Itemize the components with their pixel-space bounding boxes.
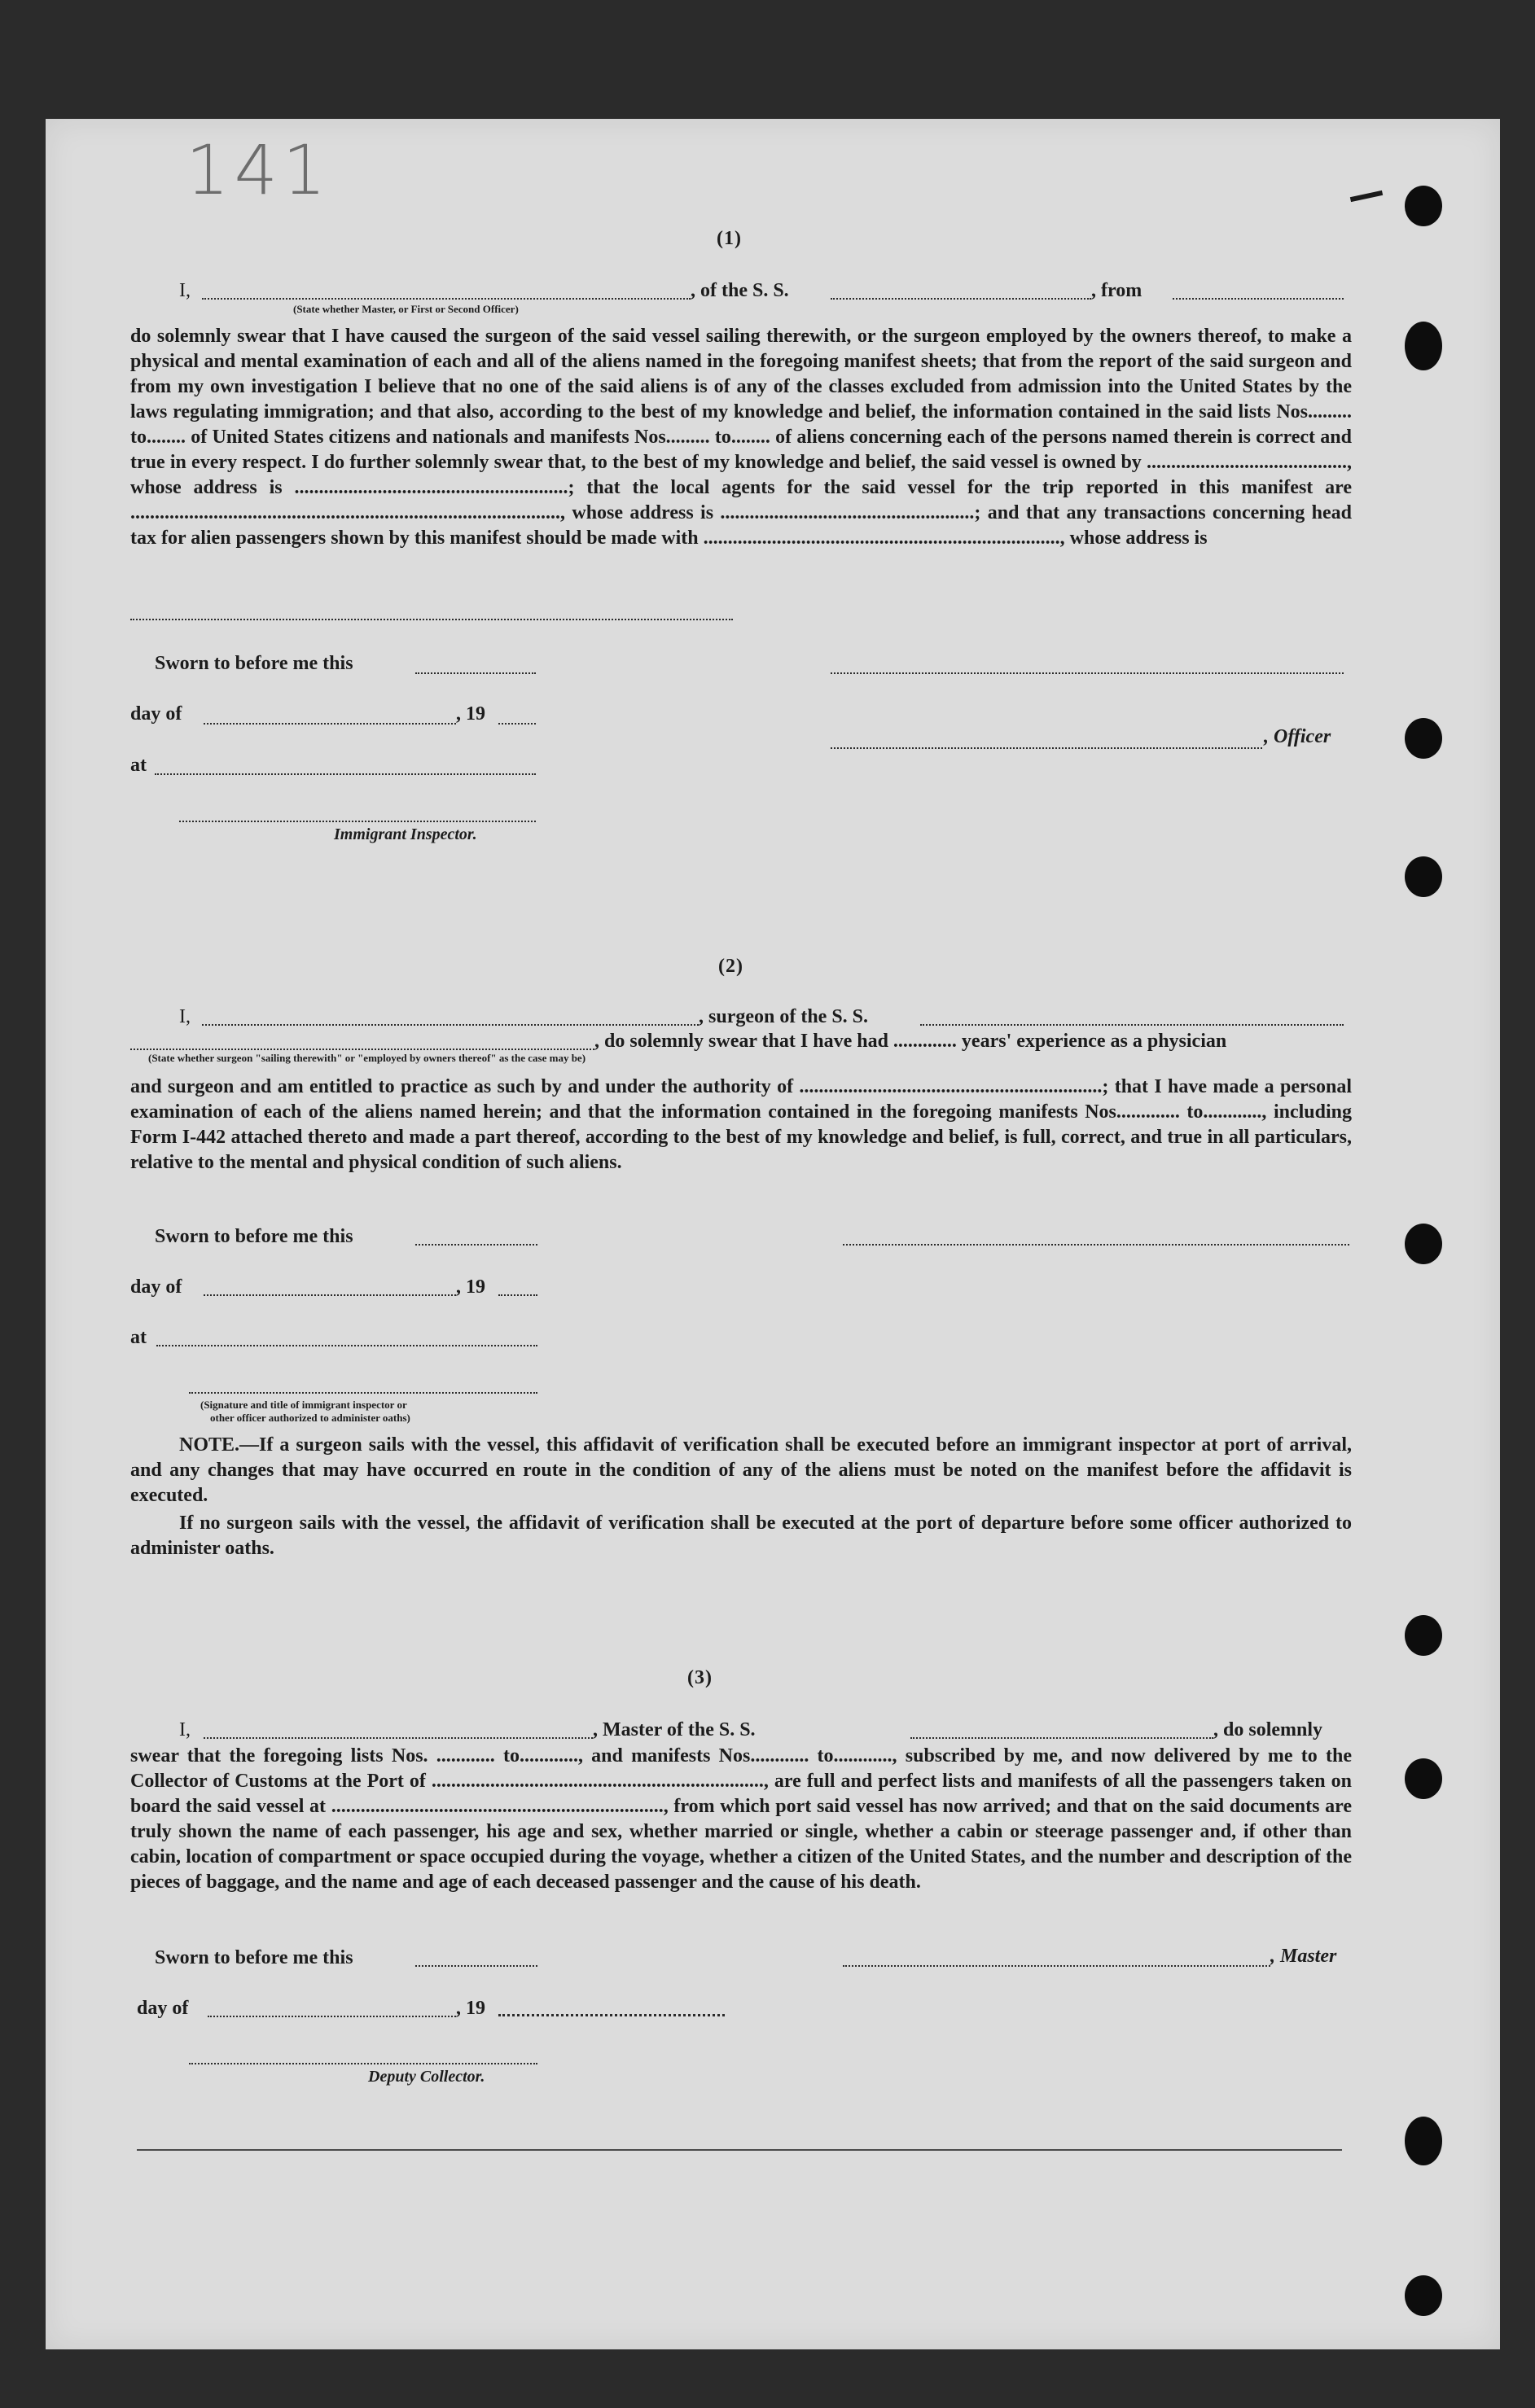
s2-surgeon-field[interactable]: [202, 1024, 699, 1026]
s2-note2-paragraph: If no surgeon sails with the vessel, the affidavit of verification shall be executed at the port of departure before some officer authorized to administer oaths.: [130, 1513, 1352, 1559]
s2-swear-line: , do solemnly swear that I have had ............. years' experience as a physician: [594, 1031, 1227, 1052]
s1-officer-note: (State whether Master, or First or Second Officer): [293, 303, 519, 315]
s3-vessel-field[interactable]: [910, 1737, 1213, 1739]
s1-inspector-label: Immigrant Inspector.: [334, 825, 477, 843]
punch-hole: [1405, 856, 1442, 897]
s3-signature-field[interactable]: [843, 1965, 1270, 1967]
punch-hole: [1405, 322, 1442, 370]
s1-at-field[interactable]: [155, 773, 536, 775]
s1-oath-paragraph: do solemnly swear that I have caused the surgeon of the said vessel sailing therewith, or the surgeon employed by the owners thereof, to make a physical and mental examination of each and all of the aliens named in the foregoing manifest sheets; that from the report of the said surgeon and from my own investigation I believe that no one of the said aliens is of any of the classes excluded from admission into the United States by the laws regulating immigration; and that also, according to the best of my knowledge and belief, the information contained in the said lists Nos......... to........ of United States citizens and nationals and manifests Nos......... to........ of aliens concerning each of the persons named therein is correct and true in every respect. I do further solemnly swear that, to the best of my knowledge and belief, the said vessel is owned by ........................................., whose address is ........................................................; that the local agents for the said vessel for the trip reported in this manifest are ........................................................................................, whose address is ....................................................; and that any transactions concerning head tax for alien passengers shown by this manifest should be made with ........................................................................., whose address is: [130, 326, 1352, 549]
handwritten-mark: 141: [186, 130, 331, 210]
s1-year-label: , 19: [456, 703, 485, 725]
s2-sworn-field[interactable]: [415, 1244, 537, 1246]
s3-year-field[interactable]: [498, 2014, 725, 2016]
s3-master-field[interactable]: [204, 1737, 593, 1739]
s2-year-label: , 19: [456, 1276, 485, 1298]
s3-collector-label: Deputy Collector.: [368, 2068, 485, 2086]
s2-at-field[interactable]: [156, 1345, 537, 1346]
s2-oath-paragraph: and surgeon and am entitled to practice as such by and under the authority of ..............................................................; that I have made a personal examination of each of the aliens named herein; and that the information contained in the foregoing manifests Nos............. to............, including Form I-442 attached thereto and made a part thereof, according to the best of my knowledge and belief, is full, correct, and true in all particulars, relative to the mental and physical condition of such aliens.: [130, 1076, 1352, 1173]
s3-i-label: I,: [179, 1719, 191, 1740]
s3-oath-paragraph: swear that the foregoing lists Nos. ............ to............, and manifests Nos............ to............, subscribed by me, and now delivered by me to the Collector of Customs at the Port of ...................................................................., are full and perfect lists and manifests of all the passengers taken on board the said vessel at ...................................................................., from which port said vessel has now arrived; and that on the said documents are truly shown the name of each passenger, his age and sex, whether married or single, whether a cabin or steerage passenger and, if other than cabin, location of compartment or space occupied during the voyage, whether a citizen of the United States, and the number and description of the pieces of baggage, and the name and age of each deceased passenger and the cause of his death.: [130, 1745, 1352, 1893]
s3-year-label: , 19: [456, 1998, 485, 2019]
s2-ss-label: , surgeon of the S. S.: [699, 1006, 869, 1027]
s2-note-paragraph: NOTE.—If a surgeon sails with the vessel, this affidavit of verification shall be executed before an immigrant inspector at port of arrival, and any changes that may have occurred en route in the condition of any of the aliens must be noted on the manifest before the affidavit is executed.: [130, 1434, 1352, 1506]
s1-signature-field[interactable]: [831, 672, 1344, 674]
s1-inspector-field[interactable]: [179, 821, 536, 822]
s2-year-field[interactable]: [498, 1294, 537, 1296]
section-2-number: (2): [718, 956, 743, 977]
s1-from-label: , from: [1091, 280, 1142, 301]
s2-inspector-field[interactable]: [189, 1392, 537, 1394]
s1-officer-sign-field[interactable]: [831, 747, 1262, 749]
s2-i-label: I,: [179, 1006, 191, 1027]
s1-sworn-field[interactable]: [415, 672, 536, 674]
s1-day-label: day of: [130, 703, 182, 725]
s3-master-sign-label: , Master: [1270, 1946, 1337, 1967]
s2-vessel-field[interactable]: [920, 1024, 1344, 1026]
s2-inspector-note-2: other officer authorized to administer oaths): [210, 1412, 410, 1424]
s1-day-field[interactable]: [204, 723, 456, 725]
s2-inspector-note-1: (Signature and title of immigrant inspector or: [200, 1399, 407, 1411]
s3-sworn-field[interactable]: [415, 1965, 537, 1967]
s1-sworn-label: Sworn to before me this: [155, 653, 353, 674]
s1-vessel-field[interactable]: [831, 298, 1091, 300]
punch-hole: [1405, 1758, 1442, 1799]
punch-hole: [1405, 186, 1442, 226]
s2-sworn-label: Sworn to before me this: [155, 1226, 353, 1247]
section-3-number: (3): [687, 1667, 713, 1688]
s2-signature-field[interactable]: [843, 1244, 1349, 1246]
s2-at-label: at: [130, 1327, 147, 1348]
section-1-number: (1): [717, 228, 742, 249]
bottom-rule: [137, 2149, 1342, 2151]
s1-i-label: I,: [179, 280, 191, 301]
s1-officer-label: , Officer: [1264, 726, 1331, 747]
s3-day-field[interactable]: [208, 2016, 456, 2017]
s3-end-label: , do solemnly: [1213, 1719, 1323, 1740]
s3-sworn-label: Sworn to before me this: [155, 1947, 353, 1968]
s3-collector-field[interactable]: [189, 2063, 537, 2064]
s1-year-field[interactable]: [498, 723, 536, 725]
punch-hole: [1405, 1224, 1442, 1264]
s2-day-label: day of: [130, 1276, 182, 1298]
punch-hole: [1405, 2117, 1442, 2165]
s2-day-field[interactable]: [204, 1294, 456, 1296]
punch-hole: [1405, 1615, 1442, 1656]
s1-at-label: at: [130, 755, 147, 776]
s1-from-field[interactable]: [1173, 298, 1344, 300]
s1-ss-label: , of the S. S.: [691, 280, 789, 301]
s2-sailing-field[interactable]: [130, 1049, 594, 1050]
s3-day-label: day of: [137, 1998, 189, 2019]
s1-address-field[interactable]: [130, 619, 733, 620]
s2-sailing-note: (State whether surgeon "sailing therewith" or "employed by owners thereof" as the case may be): [148, 1052, 586, 1064]
s1-officer-field[interactable]: [202, 298, 691, 300]
s3-master-label: , Master of the S. S.: [593, 1719, 756, 1740]
punch-hole: [1405, 2275, 1442, 2316]
punch-hole: [1405, 718, 1442, 759]
